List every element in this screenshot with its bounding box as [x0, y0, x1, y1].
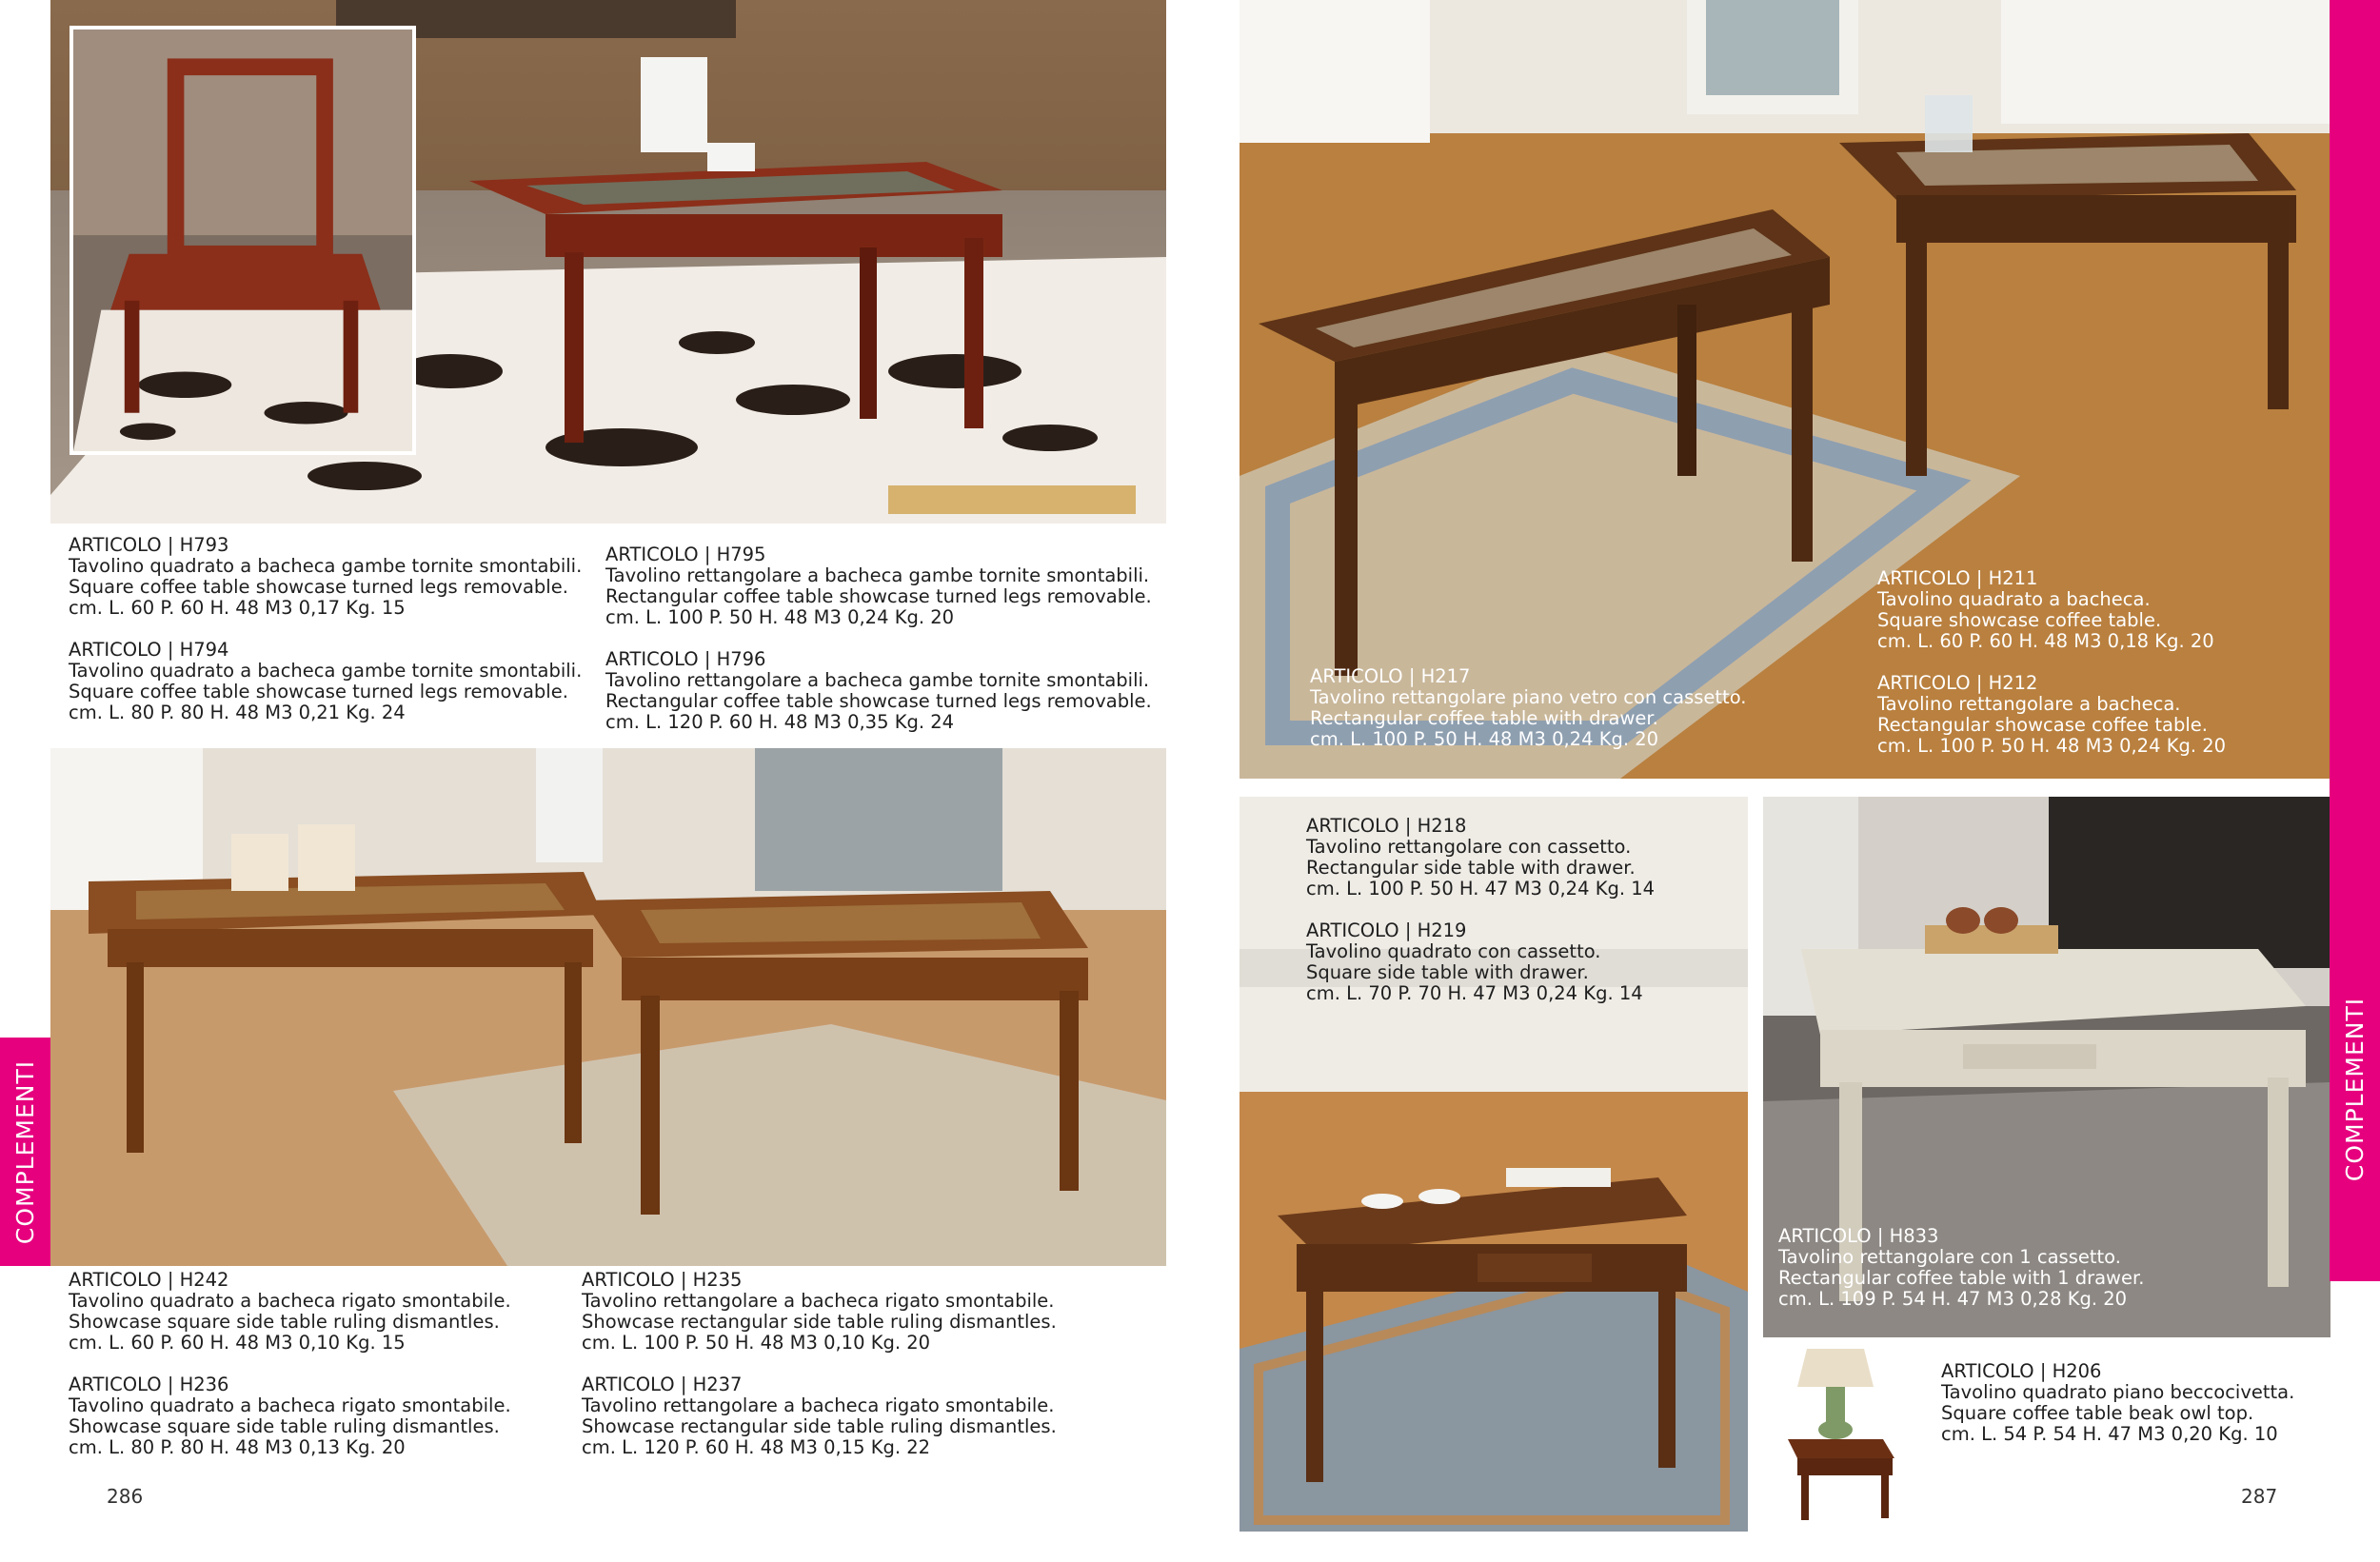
photo-inset-open-table: [69, 26, 416, 455]
caption-h217: ARTICOLO | H217 Tavolino rettangolare piano vetro con cassetto. Rectangular coffee table with drawer. cm. L. 100 P. 50 H. 48 M3 0,24 Kg. 20: [1310, 665, 1747, 750]
caption-h235-h237: ARTICOLO | H235 Tavolino rettangolare a bacheca rigato smontabile. Showcase rectangular side table ruling dismantles. cm. L. 100 P. 50 H. 48 M3 0,10 Kg. 20 ARTICOLO | H237 Tavolino rettangolare a bacheca rigato smontabile. Showcase rectangular side table ruling dismantles. cm. L. 120 P. 60 H. 48 M3 0,15 Kg. 22: [582, 1269, 1057, 1458]
caption-h218-h219: ARTICOLO | H218 Tavolino rettangolare con cassetto. Rectangular side table with drawer. cm. L. 100 P. 50 H. 47 M3 0,24 Kg. 14 ARTICOLO | H219 Tavolino quadrato con cassetto. Square side table with drawer. cm. L. 70 P. 70 H. 47 M3 0,24 Kg. 14: [1306, 815, 1656, 1004]
caption-h242-h236: ARTICOLO | H242 Tavolino quadrato a bacheca rigato smontabile. Showcase square side table ruling dismantles. cm. L. 60 P. 60 H. 48 M3 0,10 Kg. 15 ARTICOLO | H236 Tavolino quadrato a bacheca rigato smontabile. Showcase square side table ruling dismantles. cm. L. 80 P. 80 H. 48 M3 0,13 Kg. 20: [69, 1269, 511, 1458]
side-tab-label: COMPLEMENTI: [11, 1059, 39, 1244]
caption-h833: ARTICOLO | H833 Tavolino rettangolare con 1 cassetto. Rectangular coffee table with 1 drawer. cm. L. 109 P. 54 H. 47 M3 0,28 Kg. 20: [1778, 1225, 2145, 1310]
page-number-left: 286: [107, 1485, 144, 1508]
page-number-right: 287: [2241, 1485, 2278, 1508]
side-tab-right: [2330, 0, 2380, 1281]
caption-h793-h794: ARTICOLO | H793 Tavolino quadrato a bacheca gambe tornite smontabili. Square coffee table showcase turned legs removable. cm. L. 60 P. 60 H. 48 M3 0,17 Kg. 15 ARTICOLO | H794 Tavolino quadrato a bacheca gambe tornite smontabili. Square coffee table showcase turned legs removable. cm. L. 80 P. 80 H. 48 M3 0,21 Kg. 24: [69, 534, 583, 723]
caption-h211-h212: ARTICOLO | H211 Tavolino quadrato a bacheca. Square showcase coffee table. cm. L. 60 P. 60 H. 48 M3 0,18 Kg. 20 ARTICOLO | H212 Tavolino rettangolare a bacheca. Rectangular showcase coffee table. cm. L. 100 P. 50 H. 48 M3 0,24 Kg. 20: [1877, 567, 2227, 757]
side-tab-label: COMPLEMENTI: [2341, 997, 2369, 1182]
side-tab-left: [0, 1038, 50, 1266]
caption-h795-h796: ARTICOLO | H795 Tavolino rettangolare a bacheca gambe tornite smontabili. Rectangular coffee table showcase turned legs removable. cm. L. 100 P. 50 H. 48 M3 0,24 Kg. 20 ARTICOLO | H796 Tavolino rettangolare a bacheca gambe tornite smontabili. Rectangular coffee table showcase turned legs removable. cm. L. 120 P. 60 H. 48 M3 0,35 Kg. 24: [605, 544, 1152, 733]
photo-small-lamp-table: [1778, 1344, 1904, 1520]
photo-walnut-fluted-tables: [50, 748, 1166, 1266]
caption-h206: ARTICOLO | H206 Tavolino quadrato piano beccocivetta. Square coffee table beak owl top. cm. L. 54 P. 54 H. 47 M3 0,20 Kg. 10: [1941, 1360, 2295, 1445]
